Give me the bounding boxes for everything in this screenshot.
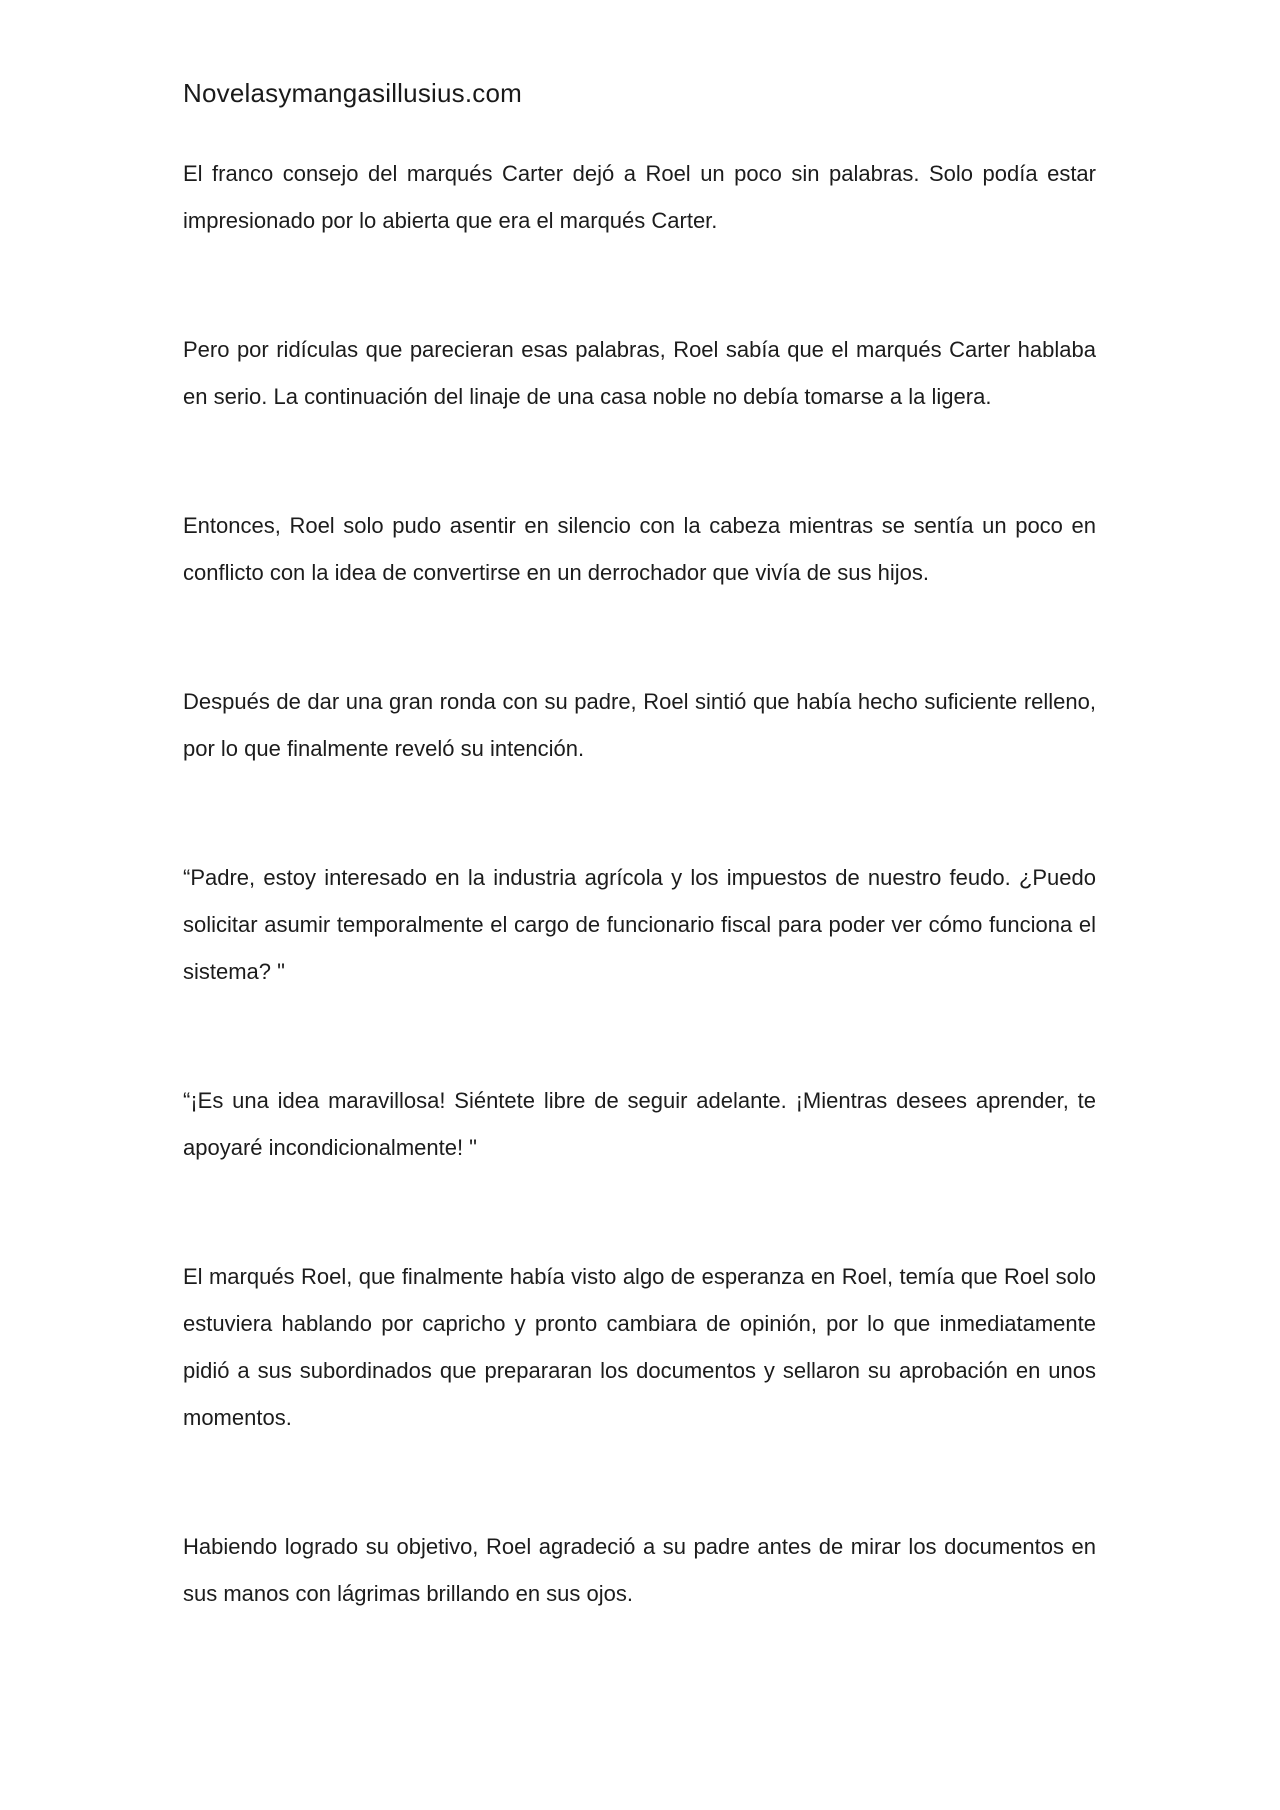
paragraph: Entonces, Roel solo pudo asentir en silencio con la cabeza mientras se sentía un poco en conflicto con la idea de convertirse en un derrochador que vivía de sus hijos.: [183, 513, 1096, 585]
paragraph: “¡Es una idea maravillosa! Siéntete libre de seguir adelante. ¡Mientras desees aprender, te apoyaré incondicionalmente! ": [183, 1088, 1096, 1160]
document-body: [183, 150, 1096, 1699]
paragraph: El franco consejo del marqués Carter dejó a Roel un poco sin palabras. Solo podía estar impresionado por lo abierta que era el marqués Carter.: [183, 161, 1096, 233]
paragraph: “Padre, estoy interesado en la industria agrícola y los impuestos de nuestro feudo. ¿Puedo solicitar asumir temporalmente el cargo de funcionario fiscal para poder ver cómo funciona el sistema? ": [183, 865, 1096, 984]
paragraph: Pero por ridículas que parecieran esas palabras, Roel sabía que el marqués Carter hablaba en serio. La continuación del linaje de una casa noble no debía tomarse a la ligera.: [183, 337, 1096, 409]
paragraph: Después de dar una gran ronda con su padre, Roel sintió que había hecho suficiente relleno, por lo que finalmente reveló su intención.: [183, 689, 1096, 761]
site-header: Novelasymangasillusius.com: [183, 78, 522, 108]
paragraph: El marqués Roel, que finalmente había visto algo de esperanza en Roel, temía que Roel solo estuviera hablando por capricho y pronto cambiara de opinión, por lo que inmediatamente pidió a sus subordinados que prepararan los documentos y sellaron su aprobación en unos momentos.: [183, 1264, 1096, 1430]
paragraph: Habiendo logrado su objetivo, Roel agradeció a su padre antes de mirar los documentos en sus manos con lágrimas brillando en sus ojos.: [183, 1534, 1096, 1606]
